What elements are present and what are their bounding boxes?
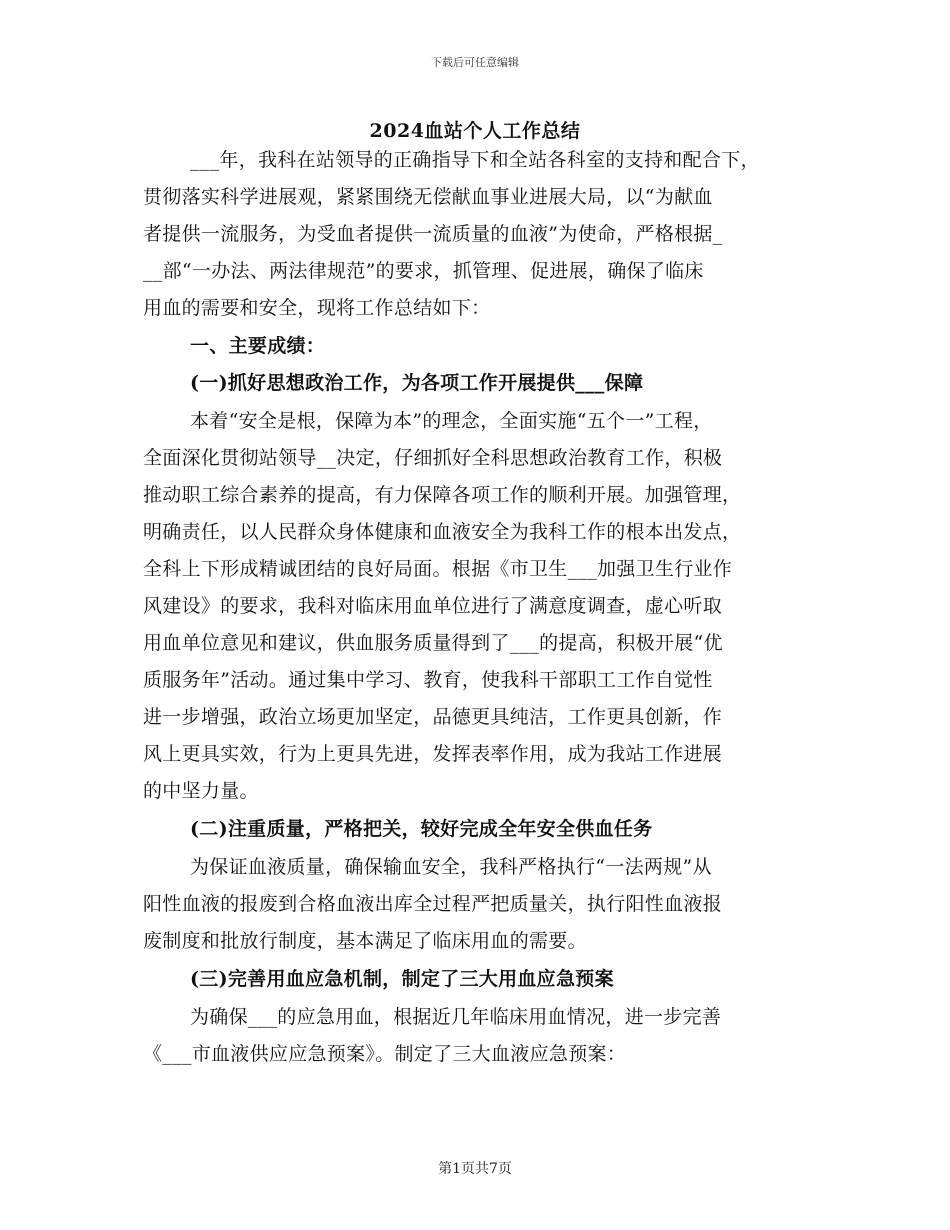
body-line: 者提供一流服务，为受血者提供一流质量的血液”为使命，严格根据_ [143,223,723,245]
body-line: 明确责任，以人民群众身体健康和血液安全为我科工作的根本出发点， [143,521,742,543]
body-line: 推动职工综合素养的提高，有力保障各项工作的顺利开展。加强管理， [143,484,742,506]
body-line: 本着“安全是根，保障为本”的理念，全面实施“五个一”工程， [190,410,713,432]
body-line: 全科上下形成精诚团结的良好局面。根据《市卫生___加强卫生行业作 [143,558,733,580]
body-line: 风上更具实效，行为上更具先进，发挥表率作用，成为我站工作进展 [143,743,723,765]
body-line: 为确保___的应急用血，根据近几年临床用血情况，进一步完善 [190,1006,722,1028]
body-line: 全面深化贯彻站领导__决定，仔细抓好全科思想政治教育工作，积极 [143,447,723,469]
subsection-heading: (一)抓好思想政治工作，为各项工作开展提供___保障 [190,372,644,394]
subsection-heading: (二)注重质量，严格把关，较好完成全年安全供血任务 [190,818,653,840]
body-line: 的中坚力量。 [143,780,259,802]
body-line: 质服务年”活动。通过集中学习、教育，使我科干部职工工作自觉性 [143,669,713,691]
body-line: 风建设》的要求，我科对临床用血单位进行了满意度调查，虚心听取 [143,595,723,617]
subsection-heading: (三)完善用血应急机制，制定了三大用血应急预案 [190,968,614,990]
document-title: 2024血站个人工作总结 [369,120,581,142]
body-line: 贯彻落实科学进展观，紧紧围绕无偿献血事业进展大局，以“为献血 [143,186,713,208]
body-line: 《___市血液供应应急预案》。制定了三大血液应急预案： [143,1043,627,1065]
body-line: 进一步增强，政治立场更加坚定，品德更具纯洁，工作更具创新，作 [143,706,723,728]
page-number: 第1页共7页 [438,1161,512,1177]
body-line: __部“一办法、两法律规范”的要求，抓管理、促进展，确保了临床 [143,260,704,282]
section-heading: 一、主要成绩： [190,335,326,357]
body-line: ___年，我科在站领导的正确指导下和全站各科室的支持和配合下， [190,149,760,171]
body-line: 为保证血液质量，确保输血安全，我科严格执行“一法两规”从 [190,856,712,878]
body-line: 用血单位意见和建议，供血服务质量得到了___的提高，积极开展“优 [143,632,723,654]
body-line: 阳性血液的报废到合格血液出库全过程严把质量关，执行阳性血液报 [143,893,723,915]
body-line: 用血的需要和安全，现将工作总结如下： [143,297,491,319]
body-line: 废制度和批放行制度，基本满足了临床用血的需要。 [143,930,587,952]
page-header-note: 下载后可任意编辑 [431,56,519,69]
